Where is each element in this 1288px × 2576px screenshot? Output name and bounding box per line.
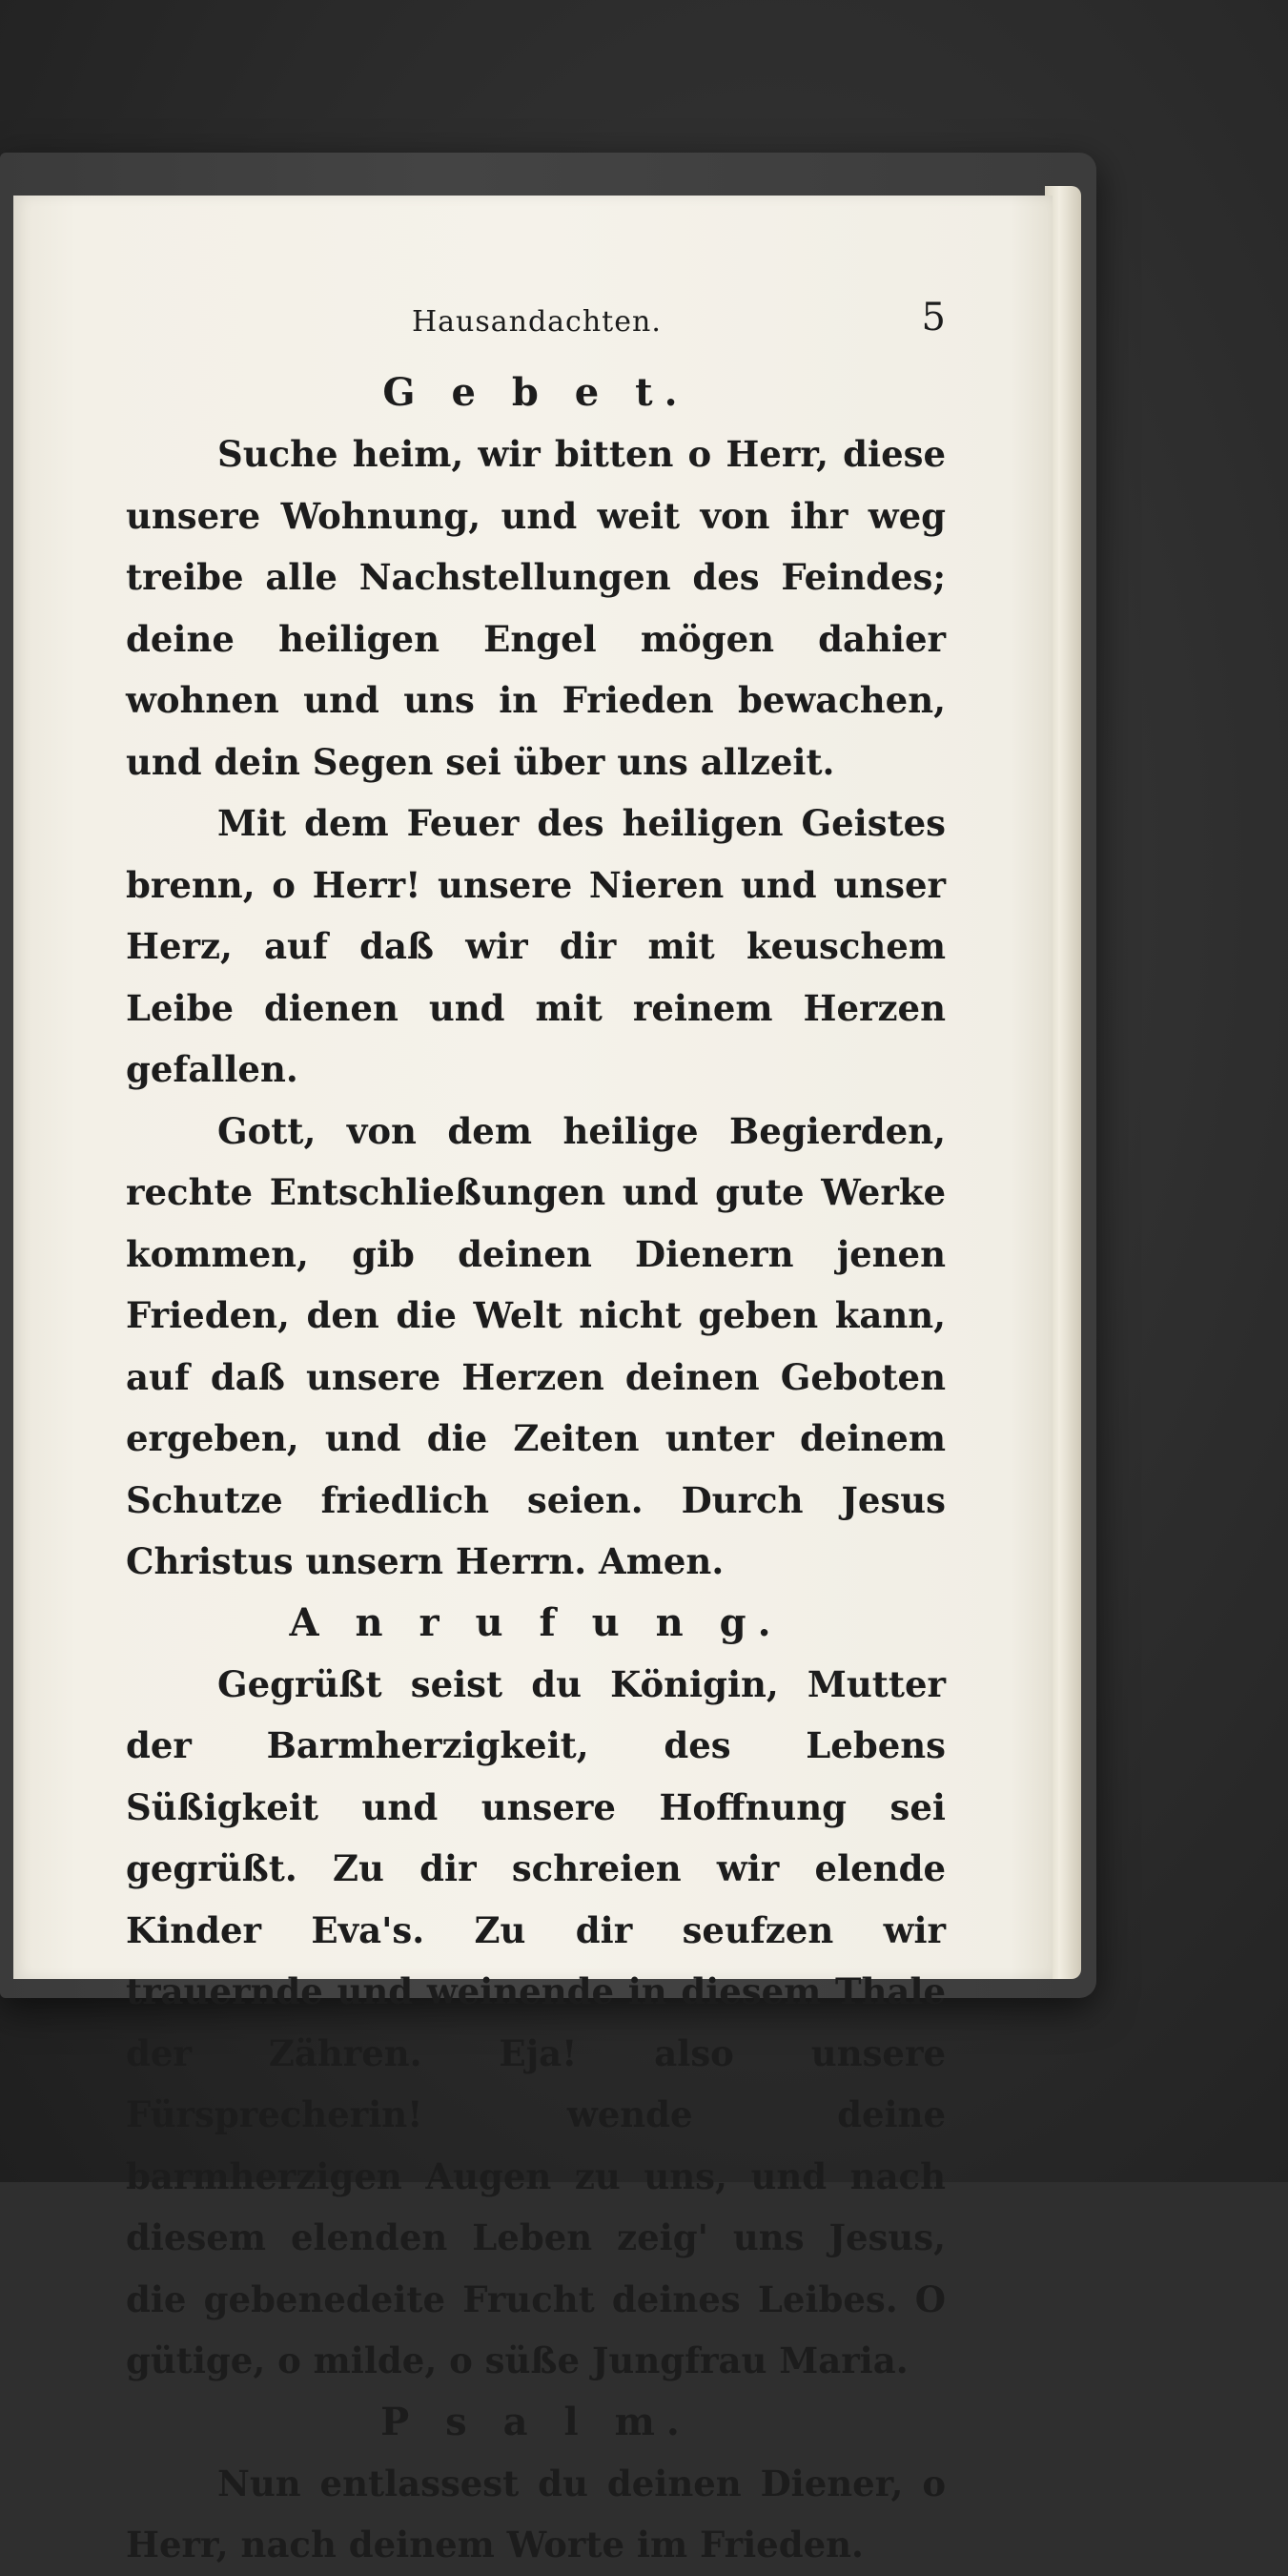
section-heading-gebet: G e b e t. — [382, 370, 689, 415]
section-heading-psalm: P s a l m. — [380, 2399, 691, 2444]
page-number: 5 — [921, 296, 946, 340]
paragraph-gebet-3: Gott, von dem heilige Begierden, rechte Entschließungen und gute Werke kommen, gib deinen Dienern jenen Frieden, den die Welt nicht geben kann, auf daß unsere Herzen deinen Geboten ergeben, und die Zeiten unter deinem Schutze friedlich seien. Durch Jesus Christus unsern Herrn. Amen. — [126, 1109, 946, 1582]
paragraph-gebet-2: Mit dem Feuer des heiligen Geistes brenn, o Herr! unsere Nieren und unser Herz, auf daß wir dir mit keuschem Leibe dienen und mit reinem Herzen gefallen. — [126, 802, 946, 1090]
paragraph-anrufung-1: Gegrüßt seist du Königin, Mutter der Barmherzigkeit, des Lebens Süßigkeit und unsere Hoffnung sei gegrüßt. Zu dir schreien wir elende Kinder Eva's. Zu dir seufzen wir trauernde und weinende in diesem Thale der Zähren. Eja! also unsere Fürsprecherin! wende deine barmherzigen Augen zu uns, und nach diesem elenden Leben zeig' uns Jesus, die gebenedeite Frucht deines Leibes. O gütige, o milde, o süße Jungfrau Maria. — [126, 1662, 946, 2381]
section-heading-anrufung: A n r u f u n g. — [289, 1599, 783, 1645]
running-head — [126, 296, 946, 362]
page-text-block — [126, 296, 946, 2576]
book-page — [13, 196, 1053, 2566]
running-title: Hausandachten. — [412, 305, 662, 339]
paragraph-psalm-1: Nun entlassest du deinen Diener, o Herr, nach deinem Worte im Frieden. — [126, 2462, 946, 2566]
paragraph-gebet-1: Suche heim, wir bitten o Herr, diese unsere Wohnung, und weit von ihr weg treibe alle Nachstellungen des Feindes; deine heiligen Engel mögen dahier wohnen und uns in Frieden bewachen, und dein Segen sei über uns allzeit. — [126, 433, 946, 783]
